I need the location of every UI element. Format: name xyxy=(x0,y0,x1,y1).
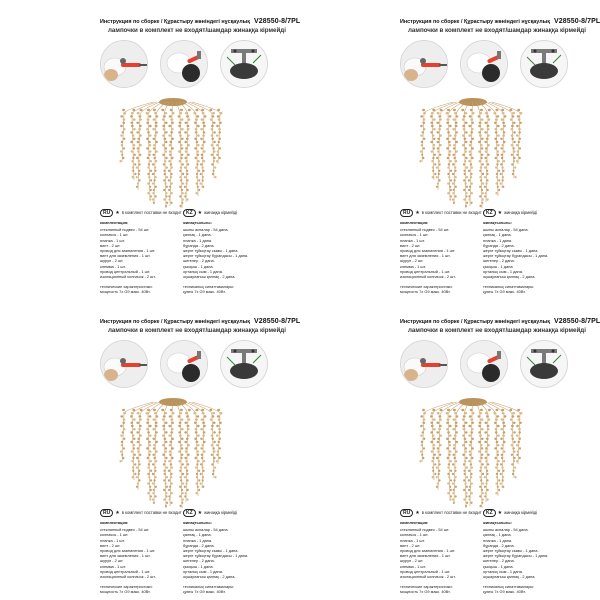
contents-item: бұранда - 2 дана. xyxy=(183,542,215,548)
photo-hands-screwdriver xyxy=(400,40,448,88)
kz-contents-heading: жинақтылығы: xyxy=(183,220,212,225)
kz-specs-heading: техникалық сипаттамалары: xyxy=(483,284,535,290)
model-code: V28550-8/7PL xyxy=(253,18,300,25)
model-code: V28550-8/7PL xyxy=(553,318,600,325)
ru-not-included-note: в комплект поставки не входит xyxy=(421,510,482,515)
contents-item: шегелер - 2 дана. xyxy=(183,558,215,564)
contents-item: шуруп - 2 шт. xyxy=(400,258,424,264)
instruction-panel xyxy=(0,0,300,300)
star-icon: ★ xyxy=(415,510,420,516)
ru-legend xyxy=(400,509,482,517)
star-icon: ★ xyxy=(115,510,120,516)
ru-badge: RU xyxy=(400,209,413,217)
contents-item: қысқыш - 1 дана. xyxy=(483,563,514,569)
contents-item: винт для заземления - 1 шт. xyxy=(400,253,451,259)
kz-specs: қуаты 7x G9 макс. 40Вт. xyxy=(483,289,526,295)
contents-item: қалпақ - 1 дана. xyxy=(483,532,512,538)
contents-item: жерге тұйықтау бұрандасы - 1 дана. xyxy=(483,553,549,559)
contents-item: қысқыш - 1 дана. xyxy=(483,263,514,269)
kz-specs: қуаты 7x G9 макс. 40Вт. xyxy=(183,589,226,595)
kz-contents-list xyxy=(183,227,248,279)
kz-contents-list xyxy=(483,227,548,279)
contents-item: провод для заземления - 1 шт. xyxy=(400,548,456,554)
contents-item: колпачок - 1 шт. xyxy=(400,232,429,238)
contents-item: винт - 2 шт. xyxy=(400,542,421,548)
instruction-title xyxy=(400,18,600,25)
kz-legend xyxy=(183,509,237,517)
instruction-title xyxy=(100,318,300,325)
contents-item: винт для заземления - 1 шт. xyxy=(100,253,151,259)
photo-hands-screwdriver xyxy=(400,340,448,388)
contents-item: оқшаулағыш қалпақ - 2 дана. xyxy=(483,274,536,280)
kz-specs: қуаты 7x G9 макс. 40Вт. xyxy=(183,289,226,295)
contents-item: жерге тұйықтау бұрандасы - 1 дана. xyxy=(483,253,549,259)
kz-contents xyxy=(483,520,548,595)
ru-legend xyxy=(100,509,182,517)
ru-specs: мощность 7x G9 макс. 40Вт. xyxy=(400,589,451,595)
instruction-panel xyxy=(300,300,600,600)
chandelier-image xyxy=(118,392,228,510)
kz-contents xyxy=(183,520,248,595)
contents-item: изоляционный колпачок - 2 шт. xyxy=(400,274,456,280)
contents-item: жерге тұйықтау бұрандасы - 1 дана. xyxy=(183,253,249,259)
kz-badge: KZ xyxy=(183,509,196,517)
kz-contents-list xyxy=(183,527,248,579)
photo-hand-fitting xyxy=(160,340,208,388)
title-text: Инструкция по сборке / Құрастыру жөніндегі нұсқаулық xyxy=(400,319,550,325)
contents-item: планка - 1 дана. xyxy=(483,537,513,543)
kz-legend xyxy=(483,509,537,517)
contents-item: шуруп - 2 шт. xyxy=(100,558,124,564)
bulbs-not-included-note: лампочки в комплект не входят/шамдар жинаққа кірмейді xyxy=(108,327,286,334)
contents-item: планка - 1 дана. xyxy=(183,537,213,543)
contents-item: жерге тұйықтау сымы - 1 дана. xyxy=(483,248,539,254)
photo-hands-screwdriver xyxy=(100,340,148,388)
contents-item: изоляционный колпачок - 2 шт. xyxy=(100,574,156,580)
contents-item: колпачок - 1 шт. xyxy=(100,532,129,538)
chandelier-image xyxy=(118,92,228,210)
contents-item: клемма - 1 шт. xyxy=(100,563,126,569)
contents-item: винт - 2 шт. xyxy=(100,542,121,548)
ru-specs-heading: технические характеристики: xyxy=(100,284,153,290)
photo-hands-screwdriver xyxy=(100,40,148,88)
contents-item: шуруп - 2 шт. xyxy=(400,558,424,564)
assembly-photos xyxy=(100,340,280,388)
contents-item: шыны аспалар - 54 дана. xyxy=(183,227,229,233)
ru-contents xyxy=(100,220,156,295)
ru-contents-heading: комплектация: xyxy=(400,220,429,225)
chandelier-image xyxy=(418,92,528,210)
contents-item: винт - 2 шт. xyxy=(400,242,421,248)
contents-item: провод центральный - 1 шт. xyxy=(400,568,451,574)
kz-specs: қуаты 7x G9 макс. 40Вт. xyxy=(483,589,526,595)
contents-item: жерге тұйықтау бұрандасы - 1 дана. xyxy=(183,553,249,559)
contents-item: провод центральный - 1 шт. xyxy=(100,568,151,574)
contents-item: стеклянный подвес - 54 шт. xyxy=(400,527,450,533)
title-text: Инструкция по сборке / Құрастыру жөніндегі нұсқаулық xyxy=(100,19,250,25)
contents-item: планка - 1 дана. xyxy=(183,237,213,243)
ru-not-included-note: в комплект поставки не входит xyxy=(121,510,182,515)
kz-not-included-note: жинаққа кірмейді xyxy=(504,510,538,515)
kz-contents-heading: жинақтылығы: xyxy=(483,220,512,225)
contents-item: қалпақ - 1 дана. xyxy=(483,232,512,238)
ru-not-included-note: в комплект поставки не входит xyxy=(421,210,482,215)
contents-item: қысқыш - 1 дана. xyxy=(183,263,214,269)
kz-contents xyxy=(483,220,548,295)
contents-item: бұранда - 2 дана. xyxy=(483,542,515,548)
photo-mounting-bracket xyxy=(220,340,268,388)
assembly-photos xyxy=(400,340,580,388)
contents-item: изоляционный колпачок - 2 шт. xyxy=(400,574,456,580)
chandelier-image xyxy=(418,392,528,510)
ru-contents xyxy=(100,520,156,595)
contents-item: қысқыш - 1 дана. xyxy=(183,563,214,569)
contents-item: шыны аспалар - 54 дана. xyxy=(483,527,529,533)
contents-item: изоляционный колпачок - 2 шт. xyxy=(100,274,156,280)
bulbs-not-included-note: лампочки в комплект не входят/шамдар жинаққа кірмейді xyxy=(408,27,586,34)
kz-contents xyxy=(183,220,248,295)
contents-item: планка - 1 шт. xyxy=(100,237,125,243)
contents-item: стеклянный подвес - 54 шт. xyxy=(100,227,150,233)
contents-item: клемма - 1 шт. xyxy=(400,563,426,569)
kz-contents-heading: жинақтылығы: xyxy=(183,520,212,525)
kz-contents-heading: жинақтылығы: xyxy=(483,520,512,525)
contents-item: бұранда - 2 дана. xyxy=(183,242,215,248)
ru-not-included-note: в комплект поставки не входит xyxy=(121,210,182,215)
contents-item: жерге тұйықтау сымы - 1 дана. xyxy=(483,548,539,554)
contents-item: провод для заземления - 1 шт. xyxy=(100,248,156,254)
contents-item: шегелер - 2 дана. xyxy=(483,558,515,564)
kz-specs-heading: техникалық сипаттамалары: xyxy=(483,584,535,590)
kz-legend xyxy=(183,209,237,217)
bulbs-not-included-note: лампочки в комплект не входят/шамдар жинаққа кірмейді xyxy=(108,27,286,34)
contents-item: стеклянный подвес - 54 шт. xyxy=(400,227,450,233)
contents-item: планка - 1 шт. xyxy=(400,537,425,543)
contents-item: клемма - 1 шт. xyxy=(400,263,426,269)
kz-contents-list xyxy=(483,527,548,579)
contents-item: шегелер - 2 дана. xyxy=(483,258,515,264)
star-icon: ★ xyxy=(197,210,203,216)
contents-item: колпачок - 1 шт. xyxy=(100,232,129,238)
ru-specs: мощность 7x G9 макс. 40Вт. xyxy=(400,289,451,295)
assembly-photos xyxy=(400,40,580,88)
contents-item: провод центральный - 1 шт. xyxy=(100,268,151,274)
contents-item: жерге тұйықтау сымы - 1 дана. xyxy=(183,248,239,254)
contents-item: планка - 1 шт. xyxy=(100,537,125,543)
ru-specs-heading: технические характеристики: xyxy=(400,584,453,590)
ru-legend xyxy=(400,209,482,217)
contents-item: оқшаулағыш қалпақ - 2 дана. xyxy=(183,274,236,280)
contents-item: қалпақ - 1 дана. xyxy=(183,232,212,238)
contents-item: винт - 2 шт. xyxy=(100,242,121,248)
contents-item: бұранда - 2 дана. xyxy=(483,242,515,248)
title-text: Инструкция по сборке / Құрастыру жөніндегі нұсқаулық xyxy=(100,319,250,325)
contents-item: стеклянный подвес - 54 шт. xyxy=(100,527,150,533)
photo-mounting-bracket xyxy=(520,340,568,388)
ru-specs: мощность 7x G9 макс. 40Вт. xyxy=(100,589,151,595)
contents-item: винт для заземления - 1 шт. xyxy=(100,553,151,559)
kz-specs-heading: техникалық сипаттамалары: xyxy=(183,584,235,590)
contents-item: оқшаулағыш қалпақ - 2 дана. xyxy=(183,574,236,580)
instruction-panel xyxy=(300,0,600,300)
ru-legend xyxy=(100,209,182,217)
kz-not-included-note: жинаққа кірмейді xyxy=(504,210,538,215)
instruction-title xyxy=(400,318,600,325)
ru-badge: RU xyxy=(100,209,113,217)
photo-hand-fitting xyxy=(460,340,508,388)
instruction-title xyxy=(100,18,300,25)
star-icon: ★ xyxy=(415,210,420,216)
ru-contents-list xyxy=(100,527,156,579)
photo-mounting-bracket xyxy=(520,40,568,88)
title-text: Инструкция по сборке / Құрастыру жөніндегі нұсқаулық xyxy=(400,19,550,25)
ru-contents-list xyxy=(400,527,456,579)
kz-specs-heading: техникалық сипаттамалары: xyxy=(183,284,235,290)
contents-item: оқшаулағыш қалпақ - 2 дана. xyxy=(483,574,536,580)
photo-mounting-bracket xyxy=(220,40,268,88)
contents-item: жерге тұйықтау сымы - 1 дана. xyxy=(183,548,239,554)
ru-contents-heading: комплектация: xyxy=(400,520,429,525)
star-icon: ★ xyxy=(497,210,503,216)
contents-item: шегелер - 2 дана. xyxy=(183,258,215,264)
ru-specs-heading: технические характеристики: xyxy=(100,584,153,590)
contents-item: провод для заземления - 1 шт. xyxy=(100,548,156,554)
instruction-panel xyxy=(0,300,300,600)
assembly-photos xyxy=(100,40,280,88)
photo-hand-fitting xyxy=(160,40,208,88)
kz-badge: KZ xyxy=(483,509,496,517)
ru-badge: RU xyxy=(400,509,413,517)
star-icon: ★ xyxy=(115,210,120,216)
ru-contents-heading: комплектация: xyxy=(100,220,129,225)
ru-contents-list xyxy=(400,227,456,279)
contents-item: винт для заземления - 1 шт. xyxy=(400,553,451,559)
ru-specs-heading: технические характеристики: xyxy=(400,284,453,290)
contents-item: клемма - 1 шт. xyxy=(100,263,126,269)
contents-item: қалпақ - 1 дана. xyxy=(183,532,212,538)
ru-badge: RU xyxy=(100,509,113,517)
ru-contents xyxy=(400,520,456,595)
contents-item: орталық сым - 1 дана. xyxy=(483,268,523,274)
contents-item: планка - 1 шт. xyxy=(400,237,425,243)
star-icon: ★ xyxy=(497,510,503,516)
model-code: V28550-8/7PL xyxy=(253,318,300,325)
contents-item: шуруп - 2 шт. xyxy=(100,258,124,264)
contents-item: шыны аспалар - 54 дана. xyxy=(483,227,529,233)
photo-hand-fitting xyxy=(460,40,508,88)
kz-badge: KZ xyxy=(183,209,196,217)
contents-item: провод для заземления - 1 шт. xyxy=(400,248,456,254)
contents-item: орталық сым - 1 дана. xyxy=(183,268,223,274)
contents-item: орталық сым - 1 дана. xyxy=(183,568,223,574)
ru-specs: мощность 7x G9 макс. 40Вт. xyxy=(100,289,151,295)
bulbs-not-included-note: лампочки в комплект не входят/шамдар жинаққа кірмейді xyxy=(408,327,586,334)
ru-contents-heading: комплектация: xyxy=(100,520,129,525)
kz-not-included-note: жинаққа кірмейді xyxy=(204,510,238,515)
ru-contents xyxy=(400,220,456,295)
contents-item: колпачок - 1 шт. xyxy=(400,532,429,538)
kz-legend xyxy=(483,209,537,217)
contents-item: планка - 1 дана. xyxy=(483,237,513,243)
contents-item: шыны аспалар - 54 дана. xyxy=(183,527,229,533)
ru-contents-list xyxy=(100,227,156,279)
star-icon: ★ xyxy=(197,510,203,516)
model-code: V28550-8/7PL xyxy=(553,18,600,25)
kz-badge: KZ xyxy=(483,209,496,217)
contents-item: орталық сым - 1 дана. xyxy=(483,568,523,574)
kz-not-included-note: жинаққа кірмейді xyxy=(204,210,238,215)
contents-item: провод центральный - 1 шт. xyxy=(400,268,451,274)
